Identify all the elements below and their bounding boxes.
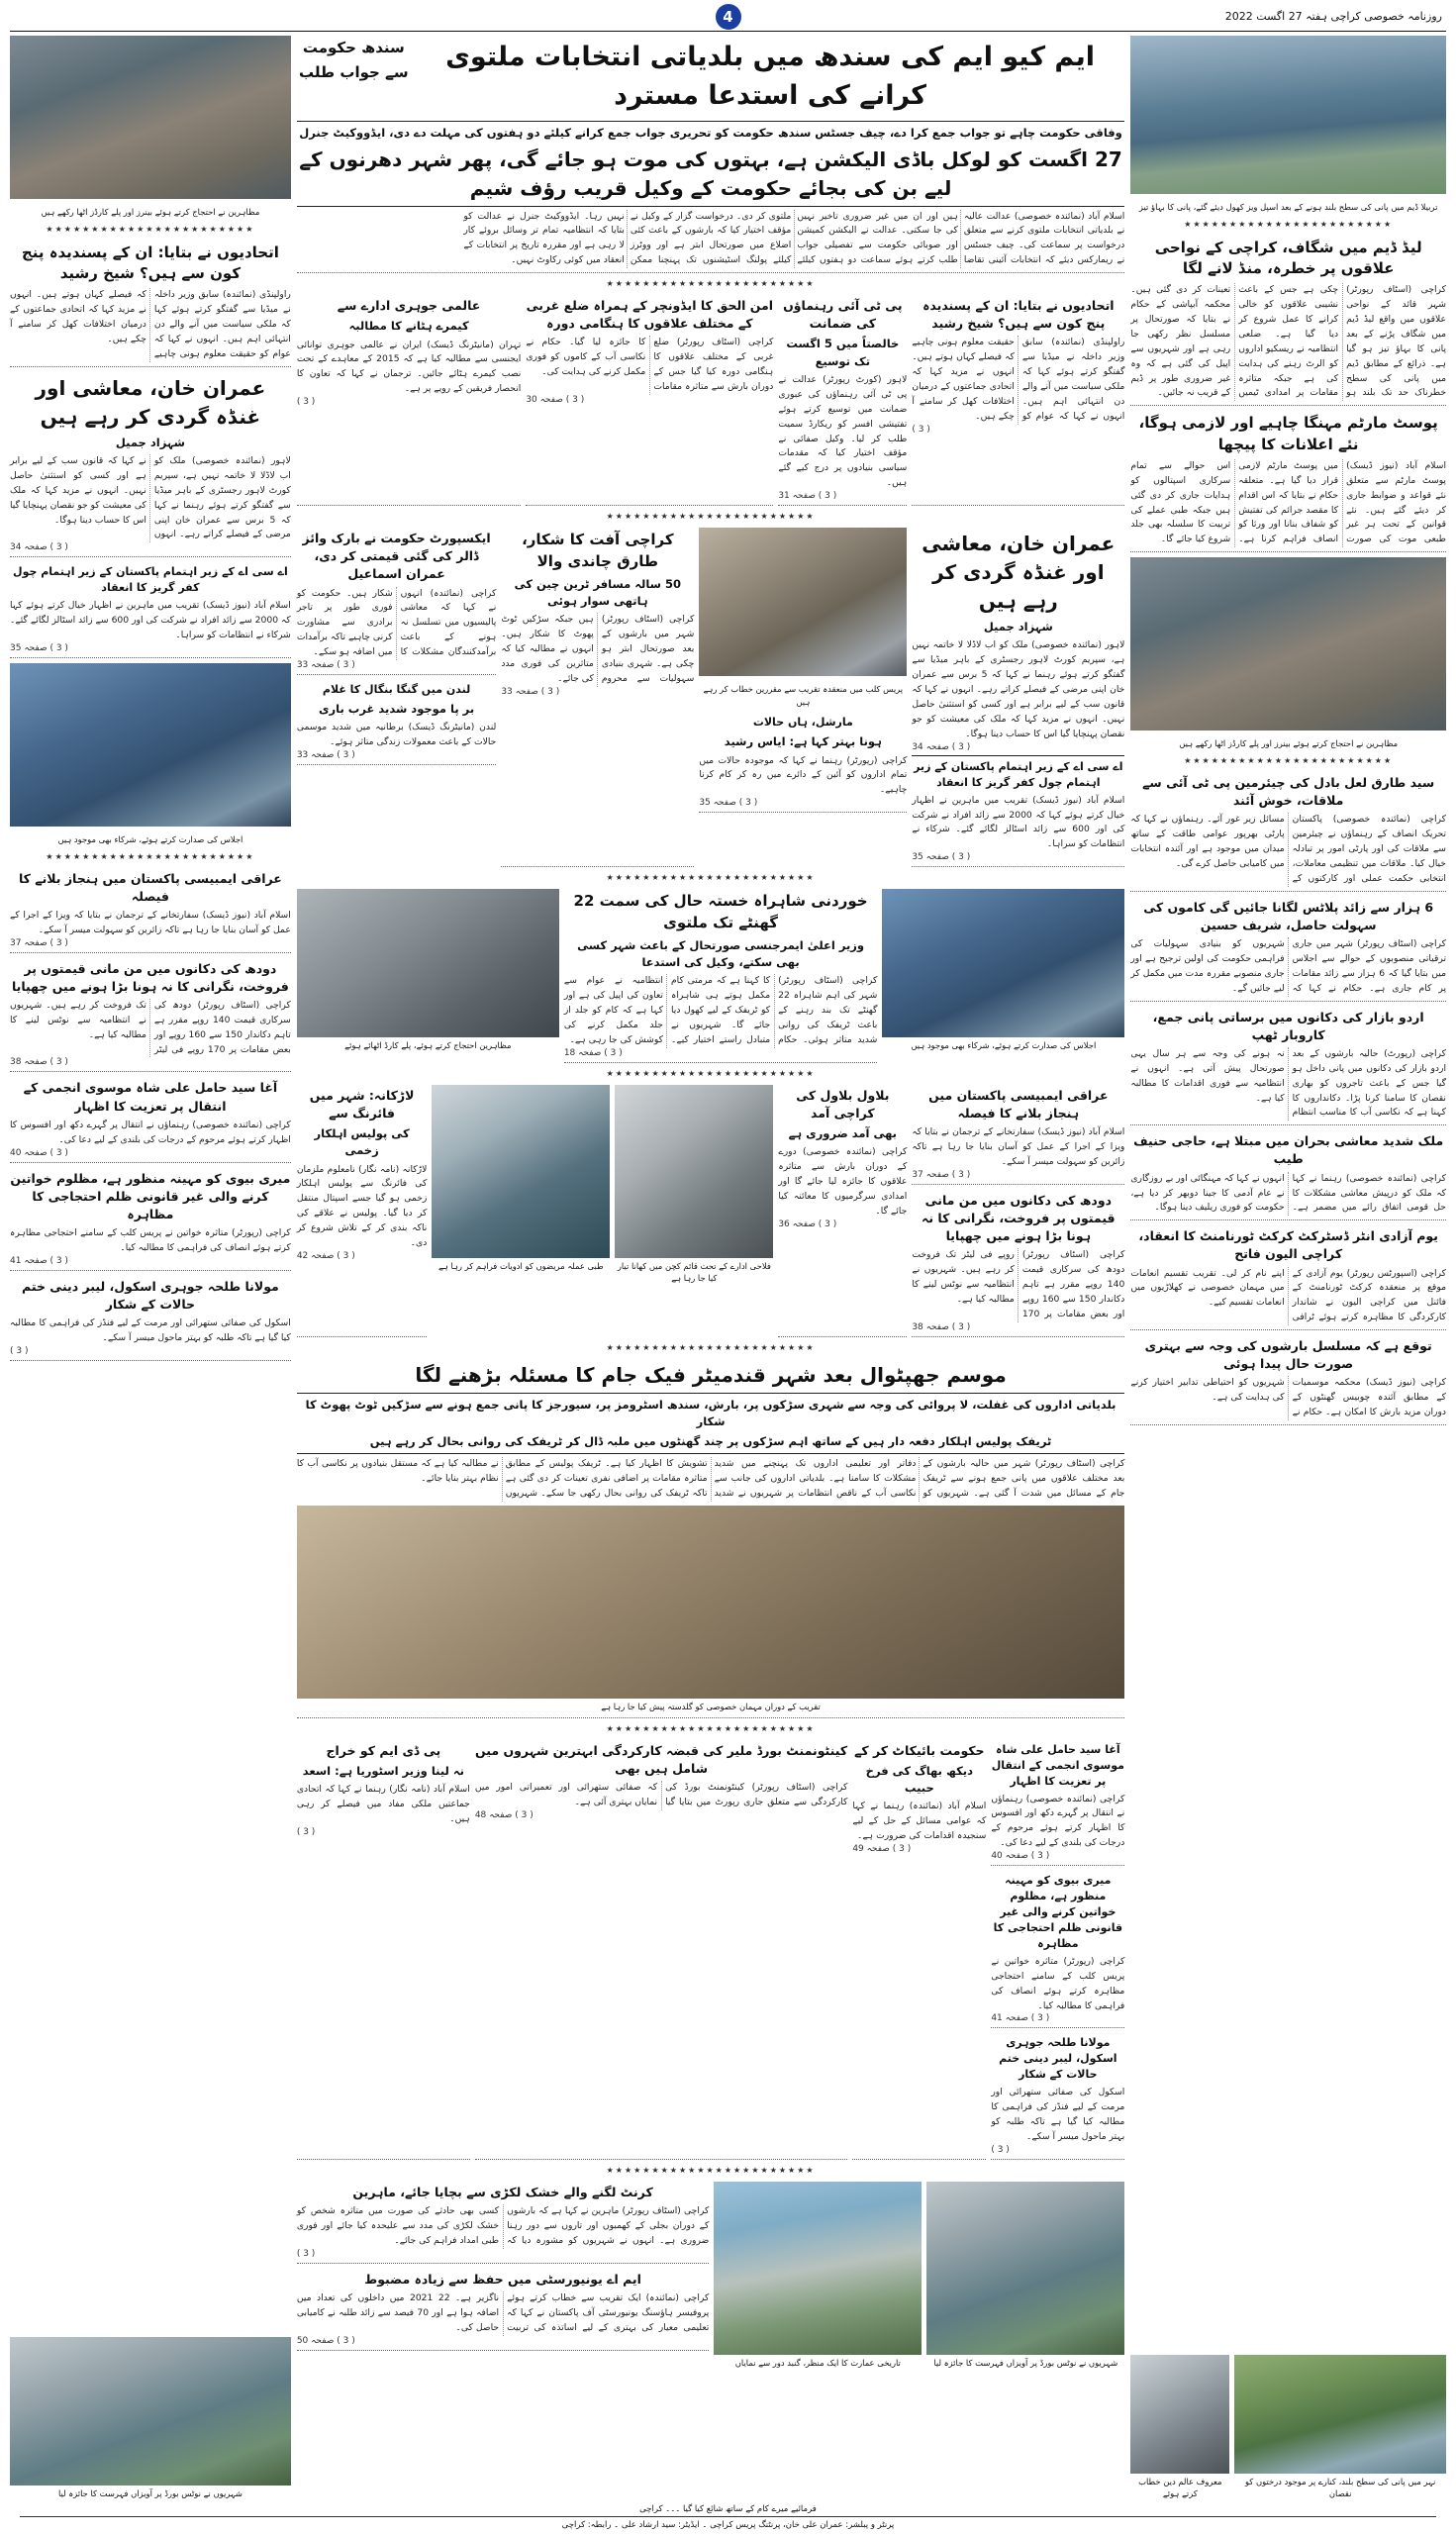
article-left-3 <box>10 562 291 658</box>
separator: ★★★★★★★★★★★★★★★★★★★★★★★ <box>606 2165 816 2175</box>
article-ref: ( 3 ) صفحہ 35 <box>10 642 68 653</box>
article-bewa-khawateen <box>991 1871 1124 2028</box>
center-row-3 <box>297 528 1125 867</box>
article-ref: ( 3 ) صفحہ 31 <box>778 491 837 502</box>
headline: آغا سید حامل علی شاہ موسوی انجمی کے انتقال پر تعزیت کا اظہار <box>23 1080 278 1114</box>
headline: دودھ کی دکانوں میں من مانی قیمتوں پر فروخت، نگرانی کا نہ ہونا بڑا ہونے میں چھپایا <box>922 1192 1116 1243</box>
page-grid <box>10 36 1446 2500</box>
headline: مارشل، ہاں حالات <box>752 716 853 730</box>
article-body: لاہور (نمائندہ خصوصی) ملک کو اب لاڈلا لا خاتمہ نہیں ہے، سپریم کورٹ لاہور رجسٹری کے باہر میڈیا سے گفتگو کرتے ہوئے رہنما نے کہا کہ 5 برس سے عمران خان اپنی مرضی کے فیصلے کراتے رہے۔ انہوں نے کہا کہ قانون سب کے لیے برابر ہے اور کسی کو استثنیٰ حاصل نہیں۔ انہوں نے مزید کہا کہ ملک کی معیشت کو جو نقصان پہنچایا گیا اس کا حساب دینا ہوگا۔ <box>9 454 291 540</box>
headline: لندن میں گنگا بنگال کا غلام <box>322 683 471 697</box>
article-ref: ( 3 ) صفحہ 36 <box>778 1218 837 1229</box>
headline: کینٹونمنٹ بورڈ ملیر کی قبضہ کارکردگی ابہترین شہروں میں شامل ہیں بھی <box>475 1742 848 1776</box>
headline: امن الحق کا ایڈونچر کے ہمراہ ضلع غربی کے مختلف علاقوں کا ہنگامی دورہ <box>526 298 774 332</box>
headline: عمران خان، معاشی اور غنڈہ گردی کر رہے ہیں <box>922 532 1116 614</box>
footer-imprint: پرنٹر و پبلشر: عمران علی خان، پرنٹنگ پریس کراچی ۔ ایڈیٹر: سید ارشاد علی ۔ رابطہ: کراچی <box>20 2516 1436 2530</box>
article-body: اسلام آباد (نیوز ڈیسک) سفارتخانے کے ترجمان نے بتایا کہ ویزا کے اجرا کے عمل کو آسان بنایا جا رہا ہے تاکہ زائرین کو سہولت میسر آ سکے۔ <box>912 1126 1125 1167</box>
subheadline: ہونا بہتر کہا ہے: ایاس رشید <box>724 734 882 749</box>
article-left-2 <box>10 372 291 558</box>
photo-caption: طبی عملہ مریضوں کو ادویات فراہم کر رہا ہے <box>437 1260 604 1271</box>
lead-headline: ایم کیو ایم کی سندھ میں بلدیاتی انتخابات ملتوی کرانے کی استدعا مسترد <box>445 42 1095 112</box>
subheadline: نہ لینا وزیر اسٹوریا ہے: اسعد <box>302 1763 464 1778</box>
photo-scholar <box>1130 2355 1229 2474</box>
column-right <box>1130 36 1446 2500</box>
article-body: کراچی (اسٹاف رپورٹر) شہر میں حالیہ بارشوں کے بعد مختلف علاقوں میں پانی جمع ہونے سے ٹریفک جام کے مسائل میں شدت آ گئی ہے۔ شہریوں کو دفاتر اور تعلیمی اداروں تک پہنچنے میں شدید مشکلات کا سامنا ہے۔ بلدیاتی اداروں کی جانب سے نکاسی آب کے ناقص انتظامات پر شہریوں نے شدید تشویش کا اظہار کیا ہے۔ ٹریفک پولیس کے مطابق متاثرہ مقامات پر اضافی نفری تعینات کر دی گئی ہے تاکہ ٹریفک کی روانی بحال رکھی جا سکے۔ شہریوں نے مطالبہ کیا ہے کہ مستقل بنیادوں پر نکاسی آب کا نظام بہتر بنایا جائے۔ <box>296 1458 1125 1500</box>
headline: بلاول بلاول کی کراچی آمد <box>796 1087 890 1121</box>
article-martial <box>699 713 907 813</box>
press-club-block <box>699 528 907 867</box>
lead-body: اسلام آباد (نمائندہ خصوصی) عدالت عالیہ نے بلدیاتی انتخابات ملتوی کرنے سے متعلق درخواست پر سماعت کی۔ چیف جسٹس نے ریمارکس دیئے کہ انتخابات آئینی تقاضا ہیں اور ان میں غیر ضروری تاخیر نہیں کی جا سکتی۔ عدالت نے الیکشن کمیشن اور صوبائی حکومت سے تفصیلی جواب طلب کرتے ہوئے سماعت دو ہفتوں کیلئے ملتوی کر دی۔ درخواست گزار کے وکیل نے مؤقف اختیار کیا کہ بارشوں کے باعث کئی اضلاع میں صورتحال ابتر ہے اور ووٹرز کیلئے پولنگ اسٹیشنوں تک پہنچنا ممکن نہیں رہا۔ ایڈووکیٹ جنرل نے عدالت کو بتایا کہ انتظامیہ تمام تر وسائل بروئے کار لا رہی ہے اور مقررہ تاریخ پر انتخابات کے انعقاد میں کوئی رکاوٹ نہیں۔ <box>463 210 1125 266</box>
center-row-7 <box>297 1740 1125 2160</box>
article-ref: ( 3 ) صفحہ 35 <box>912 852 971 863</box>
photo-caption: شہریوں نے نوٹس بورڈ پر آویزاں فہرست کا جائزہ لیا <box>57 2488 243 2499</box>
article-ref: ( 3 ) صفحہ 35 <box>699 798 758 809</box>
headline: اے سی اے کے زیر اہتمام پاکستان کے زیر اہتمام چول کفر گریز کا انعقاد <box>914 759 1123 789</box>
article-body: لاہور (کورٹ رپورٹر) عدالت نے پی ٹی آئی رہنماؤں کی عبوری ضمانت میں توسیع کرتے ہوئے تفتیشی افسر کو ریکارڈ سمیت طلب کر لیا۔ وکیل صفائی نے مؤقف اختیار کیا کہ مقدمات سیاسی بنیادوں پر درج کیے گئے ہیں۔ <box>778 373 908 489</box>
article-ref: ( 3 ) <box>991 2144 1010 2155</box>
article-pdm-kharaj <box>297 1740 470 2160</box>
separator: ★★★★★★★★★★★★★★★★★★★★★★★ <box>606 1068 816 1078</box>
article-body: کراچی (رپورٹ) حالیہ بارشوں کے بعد اردو بازار کی دکانوں میں پانی داخل ہو گیا جس کے باعث تاجروں کو بھاری نقصان کا سامنا کرنا پڑا۔ دکانداروں کا کہنا ہے کہ نکاسی آب کا مناسب انتظام نہ ہونے کی وجہ سے ہر سال یہی صورتحال پیش آتی ہے۔ انہوں نے انتظامیہ سے فوری اقدامات کا مطالبہ کیا ہے۔ <box>1130 1047 1446 1119</box>
subheadline: شہزاد جمیل <box>983 620 1053 634</box>
article-ref: ( 3 ) صفحہ 38 <box>912 1321 971 1332</box>
separator: ★★★★★★★★★★★★★★★★★★★★★★★ <box>1184 755 1394 765</box>
headline: دودھ کی دکانوں میں من مانی قیمتوں پر فروخت، نگرانی کا نہ ہونا بڑا ہونے میں چھپایا <box>11 960 289 994</box>
article-ref: ( 3 ) صفحہ 33 <box>501 686 560 697</box>
center-row-2 <box>297 295 1125 506</box>
article-syed-tariq <box>1130 772 1446 892</box>
photo-caption: تربیلا ڈیم میں پانی کی سطح بلند ہونے کے بعد اسپل ویز کھول دیئے گئے، پانی کا بہاؤ تیز <box>1138 202 1438 212</box>
article-ref: ( 3 ) صفحہ 37 <box>912 1169 971 1180</box>
article-body: کراچی (نیوز ڈیسک) محکمہ موسمیات کے مطابق آئندہ چوبیس گھنٹوں کے دوران مزید بارش کا امکان ہے۔ حکام نے شہریوں کو احتیاطی تدابیر اختیار کرنے کی ہدایت کی ہے۔ <box>1130 1377 1446 1418</box>
article-current-shock <box>297 2182 710 2264</box>
headline: حکومت بائیکاٹ کر کے <box>854 1742 985 1758</box>
article-body: کراچی (اسٹاف رپورٹر) ضلع غربی کے مختلف علاقوں کا ہنگامی دورہ کیا گیا جس کے دوران بارش سے متاثرہ مقامات کا جائزہ لیا گیا۔ حکام نے نکاسی آب کے کاموں کو فوری مکمل کرنے کی ہدایت کی۔ <box>526 337 774 393</box>
article-karachi-aafat <box>501 528 694 867</box>
headline: لیڈ ڈیم میں شگاف، کراچی کے نواحی علاقوں پر خطرہ، منڈ لانے لگا <box>1154 238 1422 278</box>
lead-banner: 27 اگست کو لوکل باڈی الیکشن ہے، بہتوں کی موت ہو جائے گی، پھر شہر دھرنوں کے لیے بن کی بجائے حکومت کے وکیل قریب رؤف شیم <box>299 146 1122 200</box>
article-body: کراچی (نمائندہ خصوصی) پاکستان تحریک انصاف کے رہنماؤں نے چیئرمین سے ملاقات کی اور پارٹی امور پر تبادلہ خیال کیا۔ ملاقات میں تنظیمی معاملات، انتخابی حکمت عملی اور کارکنوں کے مسائل زیر غور آئے۔ رہنماؤں نے کہا کہ پارٹی بھرپور عوامی طاقت کے ساتھ میدان میں موجود ہے اور آئندہ انتخابات میں کامیابی حاصل کرے گی۔ <box>1130 814 1446 884</box>
article-ittehadi <box>912 295 1124 506</box>
article-export <box>297 528 497 675</box>
export-block <box>297 528 497 867</box>
article-body: کراچی (نمائندہ خصوصی) رہنماؤں نے انتقال پر گہرے دکھ اور افسوس کا اظہار کرتے ہوئے مرحوم کے درجات کی بلندی کے لیے دعا کی۔ <box>10 1119 291 1145</box>
headline: مولانا طلحہ جوہری اسکول، لیبر دینی ختم حالات کے شکار <box>999 2036 1117 2082</box>
photo-caption: پریس کلب میں منعقدہ تقریب سے مقررین خطاب کر رہے ہیں <box>703 684 904 707</box>
headline: عراقی ایمبیسی پاکستان میں ہنجاز بلانے کا فیصلہ <box>928 1087 1109 1121</box>
article-body: لندن (مانیٹرنگ ڈیسک) برطانیہ میں شدید موسمی حالات کے باعث معمولات زندگی متاثر ہوئے۔ <box>296 722 497 748</box>
photo-caption: مظاہرین نے احتجاج کرتے ہوئے بینرز اور پلے کارڈز اٹھا رکھے ہیں <box>1179 738 1399 749</box>
article-body: کراچی (اسٹاف رپورٹر) دودھ کی سرکاری قیمت 140 روپے مقرر ہے تاہم دکاندار 150 سے 160 روپے اور بعض مقامات پر 170 روپے فی لیٹر تک فروخت کر رہے ہیں۔ شہریوں نے انتظامیہ سے نوٹس لینے کا مطالبہ کیا ہے۔ <box>912 1249 1125 1319</box>
photo-official-meeting <box>10 663 291 827</box>
article-pti-rehnuma <box>778 295 907 506</box>
article-ref: ( 3 ) <box>912 424 930 435</box>
article-body: کراچی (رپورٹر) متاثرہ خواتین نے پریس کلب کے سامنے احتجاجی مظاہرہ کرتے ہوئے انصاف کی فراہمی کا مطالبہ کیا۔ <box>10 1226 291 1253</box>
article-body: کراچی (نمائندہ خصوصی) رہنماؤں نے انتقال پر گہرے دکھ اور افسوس کا اظہار کرتے ہوئے مرحوم کے درجات کی بلندی کے لیے دعا کی۔ <box>991 1793 1125 1849</box>
article-ref: ( 3 ) صفحہ 50 <box>296 2335 355 2346</box>
column-left <box>10 36 291 2500</box>
article-postmortem <box>1130 411 1446 552</box>
photo-caption: مظاہرین نے احتجاج کرتے ہوئے بینرز اور پلے کارڈز اٹھا رکھے ہیں <box>41 207 260 217</box>
photo-street-notice <box>10 2337 291 2485</box>
photo-escort <box>10 36 291 199</box>
photo-press-club <box>699 528 907 676</box>
article-barish-tawaqqa <box>1130 1335 1446 1425</box>
headline: مولانا طلحہ جوہری اسکول، لیبر دینی ختم حالات کے شکار <box>22 1278 279 1312</box>
subheadline: کیمرے ہٹانے کا مطالبہ <box>348 319 469 334</box>
photo-caption: تاریخی عمارت کا ایک منظر، گنبد دور سے نمایاں <box>734 2357 901 2368</box>
photo-caption: تقریب کے دوران مہمان خصوصی کو گلدستہ پیش کیا جا رہا ہے <box>601 1702 821 1712</box>
subheadline: کی پولیس اہلکار زخمی <box>314 1126 410 1158</box>
article-ref: ( 3 ) صفحہ 42 <box>296 1250 355 1261</box>
headline: ایکسپورٹ حکومت نے بارک وائز ڈالر کی گئی قیمتی کر دی، عمران اسماعیل <box>302 531 491 582</box>
masthead <box>10 6 1446 32</box>
article-body: کراچی (رپورٹر) متاثرہ خواتین نے پریس کلب کے سامنے احتجاجی مظاہرہ کرتے ہوئے انصاف کی فراہمی کا مطالبہ کیا۔ <box>991 1955 1125 2011</box>
article-ref: ( 3 ) صفحہ 30 <box>526 395 585 406</box>
article-body: اسلام آباد (نامہ نگار) رہنما نے کہا کہ اتحادی جماعتیں ملکی مفاد میں فیصلے کر رہی ہیں۔ <box>296 1784 470 1824</box>
headline: ملک شدید معاشی بحران میں مبتلا ہے، حاجی حنیف طیب <box>1133 1133 1444 1167</box>
article-body: کراچی (نمائندہ) ایک تقریب سے خطاب کرتے ہوئے پروفیسر ہاؤسنگ یونیورسٹی آف پاکستان نے کہا کہ تعلیمی معیار کی بہتری کے لیے اساتذہ کی تربیت ناگزیر ہے۔ 22 2021 میں داخلوں کی تعداد میں اضافہ ہوا ہے اور 70 فیصد سے زائد طلبہ نے کامیابی حاصل کی۔ <box>296 2291 710 2333</box>
article-body: اسلام آباد (نمائندہ) رہنما نے کہا کہ عوامی مسائل کے حل کے لیے سنجیدہ اقدامات کی ضرورت ہے۔ <box>852 1801 987 1842</box>
headline: اے سی اے کے زیر اہتمام پاکستان کے زیر اہتمام چول کفر گریز کا انعقاد <box>13 565 288 595</box>
subheadline: بلدیاتی اداروں کی غفلت، لا پروائی کی وجہ سے شہری سڑکوں پر، بارش، سندھ اسٹرومز پر، سیورجز کا پانی جمع ہونے سے سڑکیں ٹوٹ پھوٹ کا شکار <box>305 1397 1116 1428</box>
article-body: اسلام آباد (نیوز ڈیسک) تقریب میں ماہرین نے اظہار خیال کرتے ہوئے کہا کہ 2000 سے زائد افراد نے شرکت کی اور 600 سے زائد اسٹالز لگائے گئے۔ شرکاء نے انتظامات کو سراہا۔ <box>10 600 291 641</box>
article-body: کراچی (اسٹاف رپورٹر) شہر کی اہم شاہراہ 22 گھنٹے تک بند رہنے کے باعث ٹریفک کی روانی شدید متاثر ہوئی۔ حکام کا کہنا ہے کہ مرمتی کام مکمل ہوتے ہی شاہراہ کو ٹریفک کے لیے کھول دیا جائے گا۔ شہریوں نے متبادل راستے اختیار کیے۔ انتظامیہ نے عوام سے تعاون کی اپیل کی ہے اور کہا ہے کہ کام کو جلد از جلد مکمل کرنے کی کوشش کی جا رہی ہے۔ <box>563 975 878 1045</box>
article-ref: ( 3 ) <box>10 1345 29 1356</box>
headline: پی ٹی آئی رہنماؤں کی ضمانت <box>783 298 903 332</box>
article-body: لاڑکانہ (نامہ نگار) نامعلوم ملزمان کی فائرنگ سے پولیس اہلکار زخمی ہو گیا جسے اسپتال منتقل کر دیا گیا۔ پولیس نے علاقے کی ناکہ بندی کر کے تلاش شروع کر دی۔ <box>296 1163 428 1249</box>
article-ref: ( 3 ) صفحہ 37 <box>10 937 68 948</box>
article-azadi-cricket <box>1130 1225 1446 1330</box>
headline: 6 ہزار سے زائد پلاٹس لگانا جائیں گی کاموں کی سہولت حاصل، شریف حسین <box>1143 899 1434 932</box>
article-ref: ( 3 ) صفحہ 34 <box>10 542 68 553</box>
article-ref: ( 3 ) صفحہ 38 <box>10 1057 68 1068</box>
headline: یوم آزادی انٹر ڈسٹرکٹ کرکٹ ٹورنامنٹ کا انعقاد، کراچی الیون فاتح <box>1138 1228 1438 1262</box>
subheadline: وزیر اعلیٰ ایمرجنسی صورتحال کے باعث شہر کسی بھی سکتے، وکیل کی استدعا <box>577 937 865 969</box>
photo-caption: اجلاس کی صدارت کرتے ہوئے، شرکاء بھی موجود ہیں <box>57 833 243 844</box>
photo-meeting <box>882 889 1124 1037</box>
headline: میری بیوی کو مہینہ منظور ہے، مظلوم خواتین کرنے والی غیر قانونی ظلم احتجاجی کا مظاہرہ <box>993 1874 1123 1950</box>
article-body: تہران (مانیٹرنگ ڈیسک) ایران نے عالمی جوہری توانائی ایجنسی سے مطالبہ کیا ہے کہ 2015 کے معاہدے کے تحت نصب کیمرے ہٹائے جائیں۔ ترجمان نے کہا کہ تعاون کا انحصار فریقین کے رویے پر ہے۔ <box>296 339 522 395</box>
article-ref: ( 3 ) صفحہ 18 <box>563 1047 623 1058</box>
article-body: کراچی (نمائندہ) انہوں نے کہا کہ معاشی پالیسیوں میں تسلسل نہ ہونے کے باعث برآمدکنندگان مشکلات کا شکار ہیں۔ حکومت کو فوری طور پر تاجر برادری سے مشاورت کرنی چاہیے تاکہ برآمدات میں اضافہ ہو سکے۔ <box>296 587 497 658</box>
article-traffic-jam <box>297 1359 1125 1718</box>
headline: آغا سید حامل علی شاہ موسوی انجمی کے انتقال پر تعزیت کا اظہار <box>991 1742 1124 1788</box>
article-body: اسلام آباد (نیوز ڈیسک) پوسٹ مارٹم سے متعلق نئے قواعد و ضوابط جاری کر دیئے گئے ہیں۔ نئے قوانین کے تحت ہر غیر طبعی موت کی صورت میں پوسٹ مارٹم لازمی قرار دیا گیا ہے۔ متعلقہ حکام نے بتایا کہ اس اقدام کا مقصد جرائم کی تفتیش کو شفاف بنانا اور ورثا کو انصاف فراہم کرنا ہے۔ اس حوالے سے تمام سرکاری اسپتالوں کو ہدایات جاری کر دی گئی ہیں جبکہ طبی عملے کی تربیت کا سلسلہ بھی جلد شروع کیا جائے گا۔ <box>1130 459 1446 545</box>
article-maulana-atir <box>991 2033 1124 2159</box>
article-lead-dam <box>1130 236 1446 407</box>
article-body: کراچی (اسٹاف رپورٹر) شہر قائد کے نواحی علاقوں میں واقع لیڈ ڈیم میں شگاف پڑنے کے بعد پانی کا بہاؤ تیز ہو گیا ہے۔ ذرائع کے مطابق ڈیم میں پانی کی سطح خطرناک حد تک بلند ہو چکی ہے جس کے باعث نشیبی علاقوں کو خالی کرانے کا عمل شروع کر دیا گیا ہے۔ ضلعی انتظامیہ نے ریسکیو اداروں کو الرٹ رہنے کی ہدایت کی ہے جبکہ متاثرہ مقامات پر امدادی ٹیمیں تعینات کر دی گئی ہیں۔ محکمہ آبپاشی کے حکام نے بتایا کہ صورتحال پر مسلسل نظر رکھی جا رہی ہے اور شہریوں سے اپیل کی گئی ہے کہ وہ غیر ضروری طور پر ڈیم کے قریب نہ جائیں۔ <box>1130 284 1446 399</box>
article-ref: ( 3 ) صفحہ 40 <box>10 1147 68 1158</box>
article-agha-syed <box>991 1740 1124 1866</box>
photo-caption: معروف عالم دین خطاب کرتے ہوئے <box>1138 2476 1222 2499</box>
article-university <box>297 2269 710 2351</box>
article-ref: ( 3 ) صفحہ 41 <box>991 2013 1050 2024</box>
article-alami-johri <box>297 295 522 506</box>
article-body: کراچی (اسٹاف رپورٹر) کینٹونمنٹ بورڈ کی کارکردگی سے متعلق جاری رپورٹ میں بتایا گیا کہ صفائی ستھرائی اور تعمیراتی امور میں نمایاں بہتری آئی ہے۔ <box>474 1781 848 1807</box>
separator: ★★★★★★★★★★★★★★★★★★★★★★★ <box>46 851 255 861</box>
article-larkana <box>297 1085 428 1337</box>
article-ref: ( 3 ) <box>296 397 316 408</box>
article-body: راولپنڈی (نمائندہ) سابق وزیر داخلہ نے میڈیا سے گفتگو کرتے ہوئے کہا کہ ملکی سیاست میں آنے والے دن انتہائی اہم ہیں۔ انہوں نے کہا کہ عوام کو حقیقت معلوم ہونی چاہیے کہ فیصلے کہاں ہوتے ہیں۔ انہوں نے مزید کہا کہ اتحادی جماعتوں کے درمیان اختلافات کھل کر سامنے آ چکے ہیں۔ <box>10 289 291 359</box>
article-body: اسکول کی صفائی ستھرائی اور مرمت کے لیے فنڈز کی فراہمی کا مطالبہ کیا گیا ہے تاکہ طلبہ کو بہتر ماحول میسر آ سکے۔ <box>10 1316 291 1343</box>
center-bottom-row <box>297 2182 1125 2370</box>
article-amn-ul-haq <box>526 295 773 506</box>
lead-story <box>297 36 1125 273</box>
deck: ٹریفک پولیس اہلکار دفعہ دار ہیں کے ساتھ اہم سڑکوں پر چند گھنٹوں میں ملبہ ڈال کر ٹریفک کی روانی بحال کر رہے ہیں <box>369 1434 1052 1449</box>
article-ref: ( 3 ) <box>296 1826 316 1837</box>
headline: خوردنی شاہراہ خستہ حال کی سمت 22 گھنٹے تک ملتوی <box>573 892 868 931</box>
article-left-7 <box>10 1168 291 1271</box>
article-left-8 <box>10 1276 291 1361</box>
headline: اتحادیوں نے بتایا: ان کے پسندیدہ پنج کون سے ہیں؟ شیخ رشید <box>922 298 1115 332</box>
article-body: کراچی (اسٹاف رپورٹر) شہر میں جاری ترقیاتی منصوبوں کے حوالے سے اجلاس میں بتایا گیا کہ 6 ہزار سے زائد مقامات پر کام جاری ہے۔ حکام نے کہا کہ شہریوں کو بنیادی سہولیات کی فراہمی حکومت کی اولین ترجیح ہے اور جاری منصوبے مقررہ مدت میں مکمل کر لیے جائیں گے۔ <box>1130 937 1446 994</box>
article-ref: ( 3 ) صفحہ 40 <box>991 1851 1050 1862</box>
article-body: لاہور (نمائندہ خصوصی) ملک کو اب لاڈلا لا خاتمہ نہیں ہے، سپریم کورٹ لاہور رجسٹری کے باہر میڈیا سے گفتگو کرتے ہوئے رہنما نے کہا کہ 5 برس سے عمران خان اپنی مرضی کے فیصلے کراتے رہے۔ انہوں نے کہا کہ قانون سب کے لیے برابر ہے اور کسی کو استثنیٰ حاصل نہیں۔ انہوں نے مزید کہا کہ ملک کی معیشت کو جو نقصان پہنچایا گیا اس کا حساب دینا ہوگا۔ <box>912 639 1125 739</box>
photo-caption: نہر میں پانی کی سطح بلند، کنارے پر موجود درختوں کو نقصان <box>1244 2476 1436 2499</box>
footer <box>0 2503 1456 2530</box>
headline: میری بیوی کو مہینہ منظور ہے، مظلوم خواتین کرنے والی غیر قانونی ظلم احتجاجی کا مظاہرہ <box>10 1170 291 1221</box>
article-body: کراچی (رپورٹر) رہنما نے کہا کہ موجودہ حالات میں تمام اداروں کو آئین کے دائرے میں رہ کر کام کرنا چاہیے۔ <box>699 754 908 796</box>
center-row-4 <box>297 889 1125 1063</box>
headline: اردو بازار کی دکانوں میں برساتی پانی جمع، کاروبار ٹھپ <box>1152 1009 1424 1042</box>
article-body: کراچی (اسپورٹس رپورٹر) یوم آزادی کے موقع پر منعقدہ کرکٹ ٹورنامنٹ کے فائنل میں کراچی الیون نے شاندار کارکردگی کا مظاہرہ کرتے ہوئے ٹرافی اپنے نام کر لی۔ تقریب تقسیم انعامات میں مہمان خصوصی نے کھلاڑیوں میں انعامات تقسیم کیے۔ <box>1130 1267 1446 1323</box>
headline: پی ڈی ایم کو خراج <box>326 1742 441 1758</box>
photo-canal <box>1234 2355 1446 2474</box>
separator: ★★★★★★★★★★★★★★★★★★★★★★★ <box>606 873 816 883</box>
article-ref: ( 3 ) <box>296 2248 316 2259</box>
photo-dome <box>714 2182 922 2355</box>
headline: کراچی آفت کا شکار، طارق چاندی والا <box>522 531 674 570</box>
lead-deck: وفاقی حکومت چاہے تو جواب جمع کرا دے، چیف جسٹس سندھ حکومت کو تحریری جواب جمع کرانے کیلئے دو ہفتوں کی مہلت دے دی، ایڈووکیٹ جنرل <box>299 126 1122 141</box>
headline: سید طارق لعل بادل کی چیئرمین پی ٹی آئی سے ملاقات، خوش آئند <box>1142 774 1435 809</box>
article-ref: ( 3 ) صفحہ 48 <box>474 1809 534 1820</box>
article-ref: ( 3 ) صفحہ 33 <box>296 750 355 761</box>
headline: عالمی جوہری ادارے سے <box>337 298 481 314</box>
headline: ایم اے یونیورسٹی میں حفظ سے زیادہ مضبوط <box>364 2271 641 2287</box>
subheadline: بر پا موجود شدید غرب باری <box>319 702 475 716</box>
article-hakoomat-boycott <box>852 1740 986 2160</box>
separator: ★★★★★★★★★★★★★★★★★★★★★★★ <box>1184 219 1394 229</box>
footer-line: فرمائیے میرے کام کے ساتھ شائع کیا گیا ۔۔۔ کراچی <box>639 2504 817 2514</box>
photo-caption: اجلاس کی صدارت کرتے ہوئے، شرکاء بھی موجود ہیں <box>911 1040 1097 1051</box>
article-cantonment-board <box>475 1740 848 2160</box>
photo-caption: فلاحی ادارے کے تحت قائم کچن میں کھانا تیار کیا جا رہا ہے <box>617 1260 771 1284</box>
article-milk-price <box>912 1190 1124 1337</box>
article-ref: ( 3 ) صفحہ 41 <box>10 1255 68 1266</box>
headline: اتحادیوں نے بتایا: ان کے پسندیدہ پنج کون سے ہیں؟ شیخ رشید <box>21 243 279 283</box>
article-body: راولپنڈی (نمائندہ) سابق وزیر داخلہ نے میڈیا سے گفتگو کرتے ہوئے کہا کہ ملکی سیاست میں آنے والے دن انتہائی اہم ہیں۔ انہوں نے کہا کہ عوام کو حقیقت معلوم ہونی چاہیے کہ فیصلے کہاں ہوتے ہیں۔ انہوں نے مزید کہا کہ اتحادی جماعتوں کے درمیان اختلافات کھل کر سامنے آ چکے ہیں۔ <box>912 337 1125 422</box>
article-wazir-shahrah <box>564 889 878 1063</box>
photo-demonstration <box>297 889 559 1037</box>
article-body: کراچی (اسٹاف رپورٹر) شہر میں بارشوں کے بعد صورتحال ابتر ہو چکی ہے۔ شہری بنیادی سہولیات سے محروم ہیں جبکہ سڑکیں ٹوٹ پھوٹ کا شکار ہیں۔ انہوں نے مطالبہ کیا کہ متاثرین کی فوری مدد کی جائے۔ <box>501 614 695 684</box>
photo-notice-board <box>926 2182 1124 2355</box>
headline: کرنٹ لگنے والے خشک لکڑی سے بچایا جائے، ماہرین <box>352 2184 653 2199</box>
separator: ★★★★★★★★★★★★★★★★★★★★★★★ <box>606 279 816 289</box>
article-ref: ( 3 ) صفحہ 33 <box>296 660 355 671</box>
article-imran-khan <box>912 528 1124 867</box>
subheadline: شہزاد جمیل <box>115 435 185 449</box>
headline: عراقی ایمبیسی پاکستان میں ہنجاز بلانے کا فیصلہ <box>18 870 282 904</box>
photo-caption: مظاہرین احتجاج کرتے ہوئے، پلے کارڈ اٹھائے ہوئے <box>344 1040 512 1051</box>
photo-caption: شہریوں نے نوٹس بورڈ پر آویزاں فہرست کا جائزہ لیا <box>933 2357 1118 2368</box>
subheadline: خالصتاً میں 5 اگست تک توسیع <box>786 337 900 368</box>
article-left-5 <box>10 958 291 1073</box>
headline: توقع ہے کہ مسلسل بارشوں کی وجہ سے بہتری صورت حال پیدا ہوئی <box>1144 1338 1432 1372</box>
article-left-6 <box>10 1077 291 1162</box>
article-body: اسلام آباد (نیوز ڈیسک) تقریب میں ماہرین نے اظہار خیال کرتے ہوئے کہا کہ 2000 سے زائد افراد نے شرکت کی اور 600 سے زائد اسٹالز لگائے گئے۔ شرکاء نے انتظامات کو سراہا۔ <box>912 794 1125 850</box>
article-body: اسکول کی صفائی ستھرائی اور مرمت کے لیے فنڈز کی فراہمی کا مطالبہ کیا گیا ہے تاکہ طلبہ کو بہتر ماحول میسر آ سکے۔ <box>991 2087 1125 2143</box>
article-bilawal <box>778 1085 907 1337</box>
article-left-4 <box>10 868 291 953</box>
page-number: 4 <box>716 4 741 30</box>
separator: ★★★★★★★★★★★★★★★★★★★★★★★ <box>606 512 816 522</box>
article-urdu-bazar <box>1130 1007 1446 1126</box>
headline: عمران خان، معاشی اور غنڈہ گردی کر رہے ہیں <box>35 375 266 429</box>
subheadline: 50 سالہ مسافر ٹرین چین کی ہاتھی سوار ہوئی <box>514 576 681 608</box>
center-row-5 <box>297 1085 1125 1337</box>
article-ref: ( 3 ) صفحہ 49 <box>852 1844 912 1855</box>
article-body: کراچی (نمائندہ خصوصی) دورے کے دوران بارش سے متاثرہ علاقوں کا جائزہ لیا جائے گا اور امدادی سرگرمیوں کا معائنہ کیا جائے گا۔ <box>778 1146 908 1217</box>
photo-protest <box>1130 557 1446 731</box>
separator: ★★★★★★★★★★★★★★★★★★★★★★★ <box>606 1342 816 1352</box>
headline: پوسٹ مارٹم مہنگا چاہیے اور لازمی ہوگا، نئے اعلانات کا پیچھا <box>1138 414 1438 454</box>
column-center <box>297 36 1125 2500</box>
dateline: روزنامہ خصوصی کراچی ہفتہ 27 اگست 2022 <box>1224 10 1442 23</box>
photo-tarbela-dam <box>1130 36 1446 194</box>
photo-kitchen <box>615 1085 773 1258</box>
article-body: کراچی (اسٹاف رپورٹر) دودھ کی سرکاری قیمت 140 روپے مقرر ہے تاہم دکاندار 150 سے 160 روپے اور بعض مقامات پر 170 روپے فی لیٹر تک فروخت کر رہے ہیں۔ شہریوں نے انتظامیہ سے نوٹس لینے کا مطالبہ کیا ہے۔ <box>10 999 291 1055</box>
subheadline: دیکھ بھاگ کی فرخ حبیب <box>865 1763 973 1796</box>
separator: ★★★★★★★★★★★★★★★★★★★★★★★ <box>606 1723 816 1733</box>
lead-sub: سے جواب طلب <box>299 62 409 81</box>
headline: لاڑکانہ: شہر میں فائرنگ سے <box>309 1087 415 1121</box>
article-six-thousand <box>1130 897 1446 1002</box>
article-body: کراچی (نمائندہ خصوصی) رہنما نے کہا کہ ملک کو درپیش معاشی مشکلات کا حل قومی اتفاق رائے میں مضمر ہے۔ انہوں نے کہا کہ مہنگائی اور بے روزگاری نے عام آدمی کا جینا دوبھر کر دیا ہے، حکومت کو فوری ریلیف دینا ہوگا۔ <box>1130 1172 1446 1214</box>
lead-kicker: سندھ حکومت <box>302 39 405 56</box>
article-iraqi-embassy <box>912 1085 1124 1185</box>
article-maashi-bohran <box>1130 1130 1446 1220</box>
article-body: اسلام آباد (نیوز ڈیسک) سفارتخانے کے ترجمان نے بتایا کہ ویزا کے اجرا کے عمل کو آسان بنایا جا رہا ہے تاکہ زائرین کو سہولت میسر آ سکے۔ <box>10 909 291 935</box>
separator: ★★★★★★★★★★★★★★★★★★★★★★★ <box>46 224 255 234</box>
article-body: کراچی (اسٹاف رپورٹر) ماہرین نے کہا ہے کہ بارشوں کے دوران بجلی کے کھمبوں اور تاروں سے دور رہنا ضروری ہے۔ انہوں نے شہریوں کو مشورہ دیا کہ کسی بھی حادثے کی صورت میں متاثرہ شخص کو خشک لکڑی کی مدد سے علیحدہ کیا جائے اور فوری طبی امداد فراہم کی جائے۔ <box>296 2205 710 2246</box>
photo-ceremony <box>297 1506 1125 1699</box>
article-london <box>297 680 497 765</box>
headline: موسم جھپٹوال بعد شہر قندمیٹر فیک جام کا مسئلہ بڑھنے لگا <box>415 1362 1007 1387</box>
photo-medical <box>432 1085 610 1258</box>
subheadline: بھی آمد ضروری ہے <box>788 1126 897 1141</box>
article-left-1 <box>10 241 291 367</box>
article-ref: ( 3 ) صفحہ 34 <box>912 741 971 752</box>
